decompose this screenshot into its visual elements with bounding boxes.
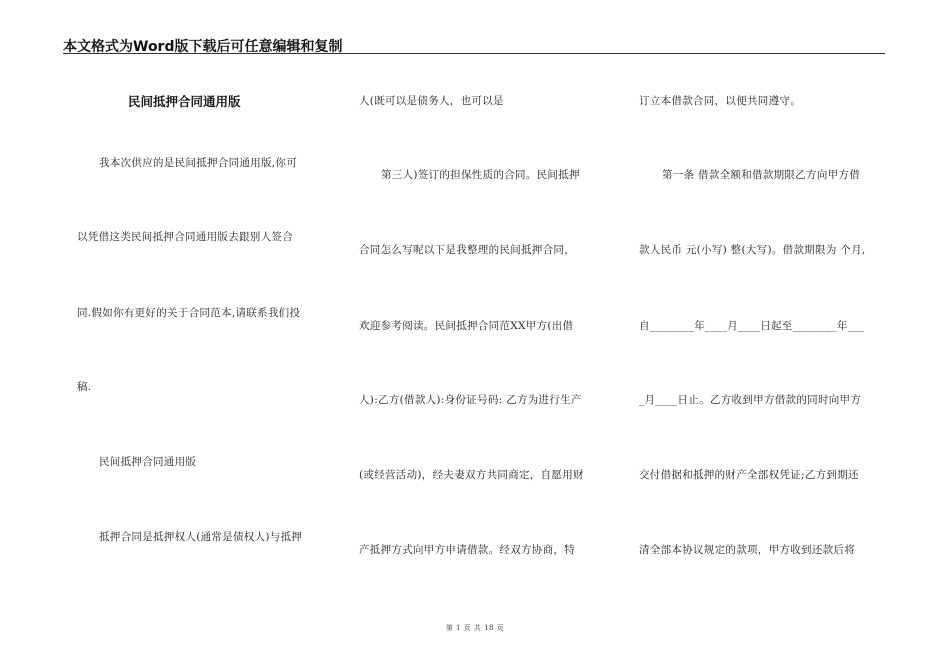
page-header [63, 33, 885, 54]
text-line: 第三人)签订的担保性质的合同。民间抵押 [381, 169, 580, 181]
header-text: 本文格式为Word版下载后可任意编辑和复制 [63, 39, 343, 55]
text-line: 以凭借这类民间抵押合同通用版去跟别人签合 [77, 231, 293, 243]
text-line: 稿. [77, 381, 92, 393]
text-line: 产抵押方式向甲方申请借款。经双方协商，特 [359, 544, 575, 556]
text-line: 我本次供应的是民间抵押合同通用版,你可 [99, 157, 298, 169]
text-line: 第一条 借款全额和借款期限乙方向甲方借 [662, 169, 861, 181]
text-line: 清全部本协议规定的款项，甲方收到还款后将 [639, 544, 855, 556]
text-line: 自________年____月____日起至________年___ [639, 320, 865, 332]
text-line: 人):乙方(借款人):身份证号码: 乙方为进行生产 [359, 394, 582, 406]
text-line: 款人民币 元(小写) 整(大写)。借款期限为 个月, [639, 244, 866, 256]
text-line: 人(既可以是债务人，也可以是 [359, 95, 504, 107]
text-line: 同.假如你有更好的关于合同范本,请联系我们投 [77, 307, 301, 319]
page-number-footer: 第 1 页 共 18 页 [445, 624, 505, 632]
text-line: 订立本借款合同，以便共同遵守。 [639, 95, 801, 107]
text-line: 交付借据和抵押的财产全部权凭证;乙方到期还 [639, 469, 859, 481]
text-line: 抵押合同是抵押权人(通常是债权人)与抵押 [99, 531, 303, 543]
text-line: (或经营活动)，经夫妻双方共同商定，自愿用财 [359, 469, 584, 481]
document-title: 民间抵押合同通用版 [128, 94, 241, 109]
section-heading: 民间抵押合同通用版 [99, 456, 197, 468]
text-line: 合同怎么写呢以下是我整理的民间抵押合同， [359, 244, 575, 256]
text-line: _月____日止。乙方收到甲方借款的同时向甲方 [639, 394, 862, 406]
text-line: 欢迎参考阅读。民间抵押合同范XX甲方(出借 [359, 320, 574, 332]
